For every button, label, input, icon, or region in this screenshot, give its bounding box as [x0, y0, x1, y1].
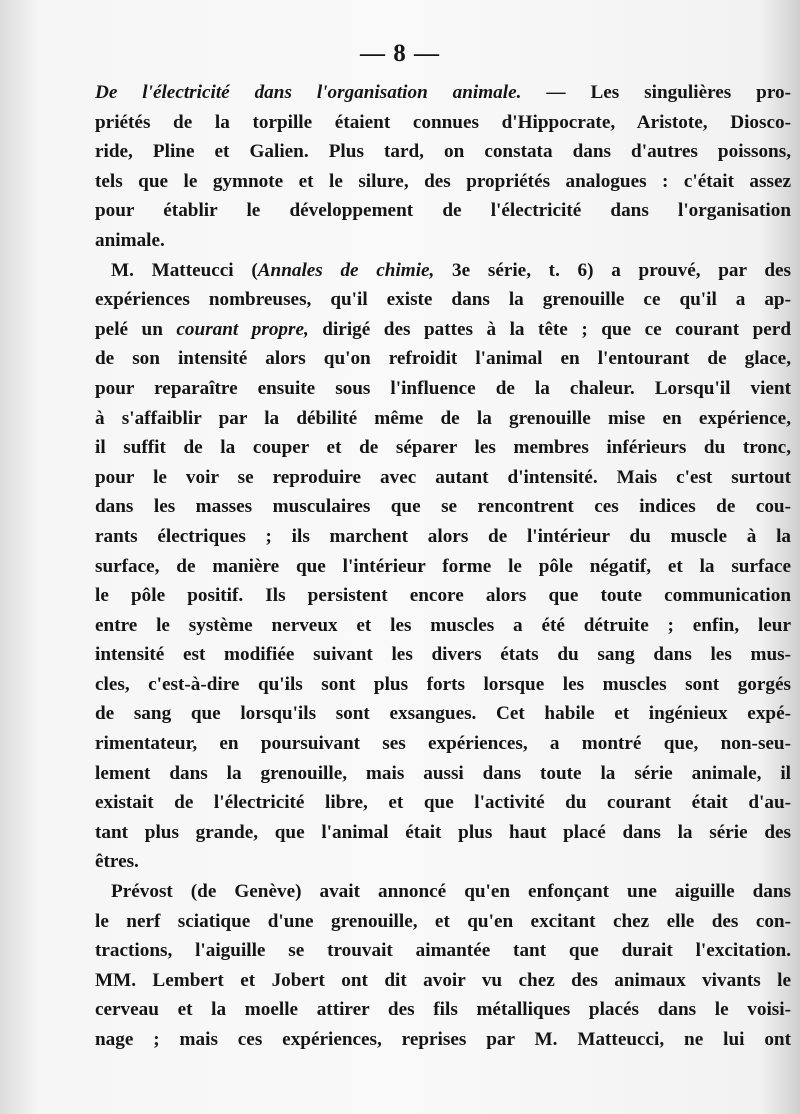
- text-run: Prévost (de Genève) avait annoncé qu'en enfonçant une aiguille dans: [111, 881, 791, 903]
- text-line: [95, 285, 791, 315]
- text-run: tractions, l'aiguille se trouvait aimantée tant que durait l'excitation.: [95, 940, 791, 962]
- text-run: de son intensité alors qu'on refroidit l'animal en l'entourant de glace,: [95, 348, 791, 370]
- text-run: à s'affaiblir par la débilité même de la grenouille mise en expérience,: [95, 407, 791, 429]
- text-line: [95, 167, 791, 197]
- text-run: êtres.: [95, 851, 139, 873]
- text-run: dans les masses musculaires que se rencontrent ces indices de cou-: [95, 496, 791, 518]
- italic-text: courant propre,: [176, 318, 309, 340]
- text-line: [95, 374, 791, 404]
- text-line: [95, 759, 791, 789]
- text-run: expériences nombreuses, qu'il existe dans la grenouille ce qu'il a ap-: [95, 289, 791, 311]
- text-line: [95, 907, 791, 937]
- text-line: [95, 877, 791, 907]
- text-run: priétés de la torpille étaient connues d'Hippocrate, Aristote, Diosco-: [95, 111, 791, 133]
- text-line: [95, 936, 791, 966]
- text-line: [95, 344, 791, 374]
- text-run: pelé un: [95, 318, 177, 340]
- text-line: [95, 788, 791, 818]
- text-line: [95, 1025, 791, 1055]
- text-run: tant plus grande, que l'animal était plus haut placé dans la série des: [95, 821, 791, 843]
- text-run: entre le système nerveux et les muscles a été détruite ; enfin, leur: [95, 614, 791, 636]
- text-line: [95, 581, 791, 611]
- page-number: — 8 —: [360, 40, 440, 67]
- text-line: [95, 847, 791, 877]
- text-line: [95, 108, 791, 138]
- text-run: — Les singulières pro-: [521, 82, 791, 103]
- text-run: M. Matteucci (: [111, 259, 258, 281]
- text-line: [95, 433, 791, 463]
- text-line: [95, 729, 791, 759]
- text-run: ride, Pline et Galien. Plus tard, on constata dans d'autres poissons,: [95, 141, 791, 163]
- text-line: [95, 315, 791, 345]
- text-line: [95, 196, 791, 226]
- text-run: le nerf sciatique d'une grenouille, et qu'en excitant chez elle des con-: [95, 910, 791, 932]
- text-run: le pôle positif. Ils persistent encore alors que toute communication: [95, 585, 791, 607]
- text-run: pour le voir se reproduire avec autant d'intensité. Mais c'est surtout: [95, 466, 791, 488]
- text-run: surface, de manière que l'intérieur forme le pôle négatif, et la surface: [95, 555, 791, 577]
- text-line: [95, 670, 791, 700]
- text-run: tels que le gymnote et le silure, des propriétés analogues : c'était assez: [95, 170, 791, 192]
- italic-text: Annales de chimie,: [257, 259, 435, 281]
- text-line: [95, 226, 791, 256]
- text-line: [95, 404, 791, 434]
- text-line: [95, 552, 791, 582]
- text-run: animale.: [95, 229, 165, 251]
- text-line: [95, 256, 791, 286]
- text-line: [95, 699, 791, 729]
- text-line: [95, 522, 791, 552]
- text-run: intensité est modifiée suivant les divers états du sang dans les mus-: [95, 644, 791, 666]
- text-line: [95, 966, 791, 996]
- text-run: pour établir le développement de l'électricité dans l'organisation: [95, 200, 791, 222]
- text-line: [95, 137, 791, 167]
- text-line: [95, 463, 791, 493]
- text-run: existait de l'électricité libre, et que l'activité du courant était d'au-: [95, 792, 791, 814]
- text-run: rants électriques ; ils marchent alors de l'intérieur du muscle à la: [95, 525, 791, 547]
- text-line: [95, 995, 791, 1025]
- text-line: [95, 818, 791, 848]
- text-run: dirigé des pattes à la tête ; que ce courant perd: [308, 318, 791, 340]
- text-line: [95, 640, 791, 670]
- text-run: 3e série, t. 6) a prouvé, par des: [434, 259, 791, 281]
- text-run: cerveau et la moelle attirer des fils métalliques placés dans le voisi-: [95, 999, 791, 1021]
- text-run: nage ; mais ces expériences, reprises par M. Matteucci, ne lui ont: [95, 1029, 791, 1050]
- text-line: [95, 78, 791, 108]
- text-run: il suffit de la couper et de séparer les membres inférieurs du tronc,: [95, 437, 791, 459]
- body-text: [95, 78, 791, 1055]
- text-line: [95, 492, 791, 522]
- text-run: de sang que lorsqu'ils sont exsangues. Cet habile et ingénieux expé-: [95, 703, 791, 725]
- text-line: [95, 611, 791, 641]
- text-run: cles, c'est-à-dire qu'ils sont plus forts lorsque les muscles sont gorgés: [95, 673, 791, 695]
- text-run: MM. Lembert et Jobert ont dit avoir vu chez des animaux vivants le: [95, 969, 791, 991]
- text-run: pour reparaître ensuite sous l'influence de la chaleur. Lorsqu'il vient: [95, 377, 791, 399]
- italic-text: De l'électricité dans l'organisation animale.: [95, 82, 522, 103]
- text-run: rimentateur, en poursuivant ses expériences, a montré que, non-seu-: [95, 733, 791, 755]
- text-run: lement dans la grenouille, mais aussi dans toute la série animale, il: [95, 762, 791, 784]
